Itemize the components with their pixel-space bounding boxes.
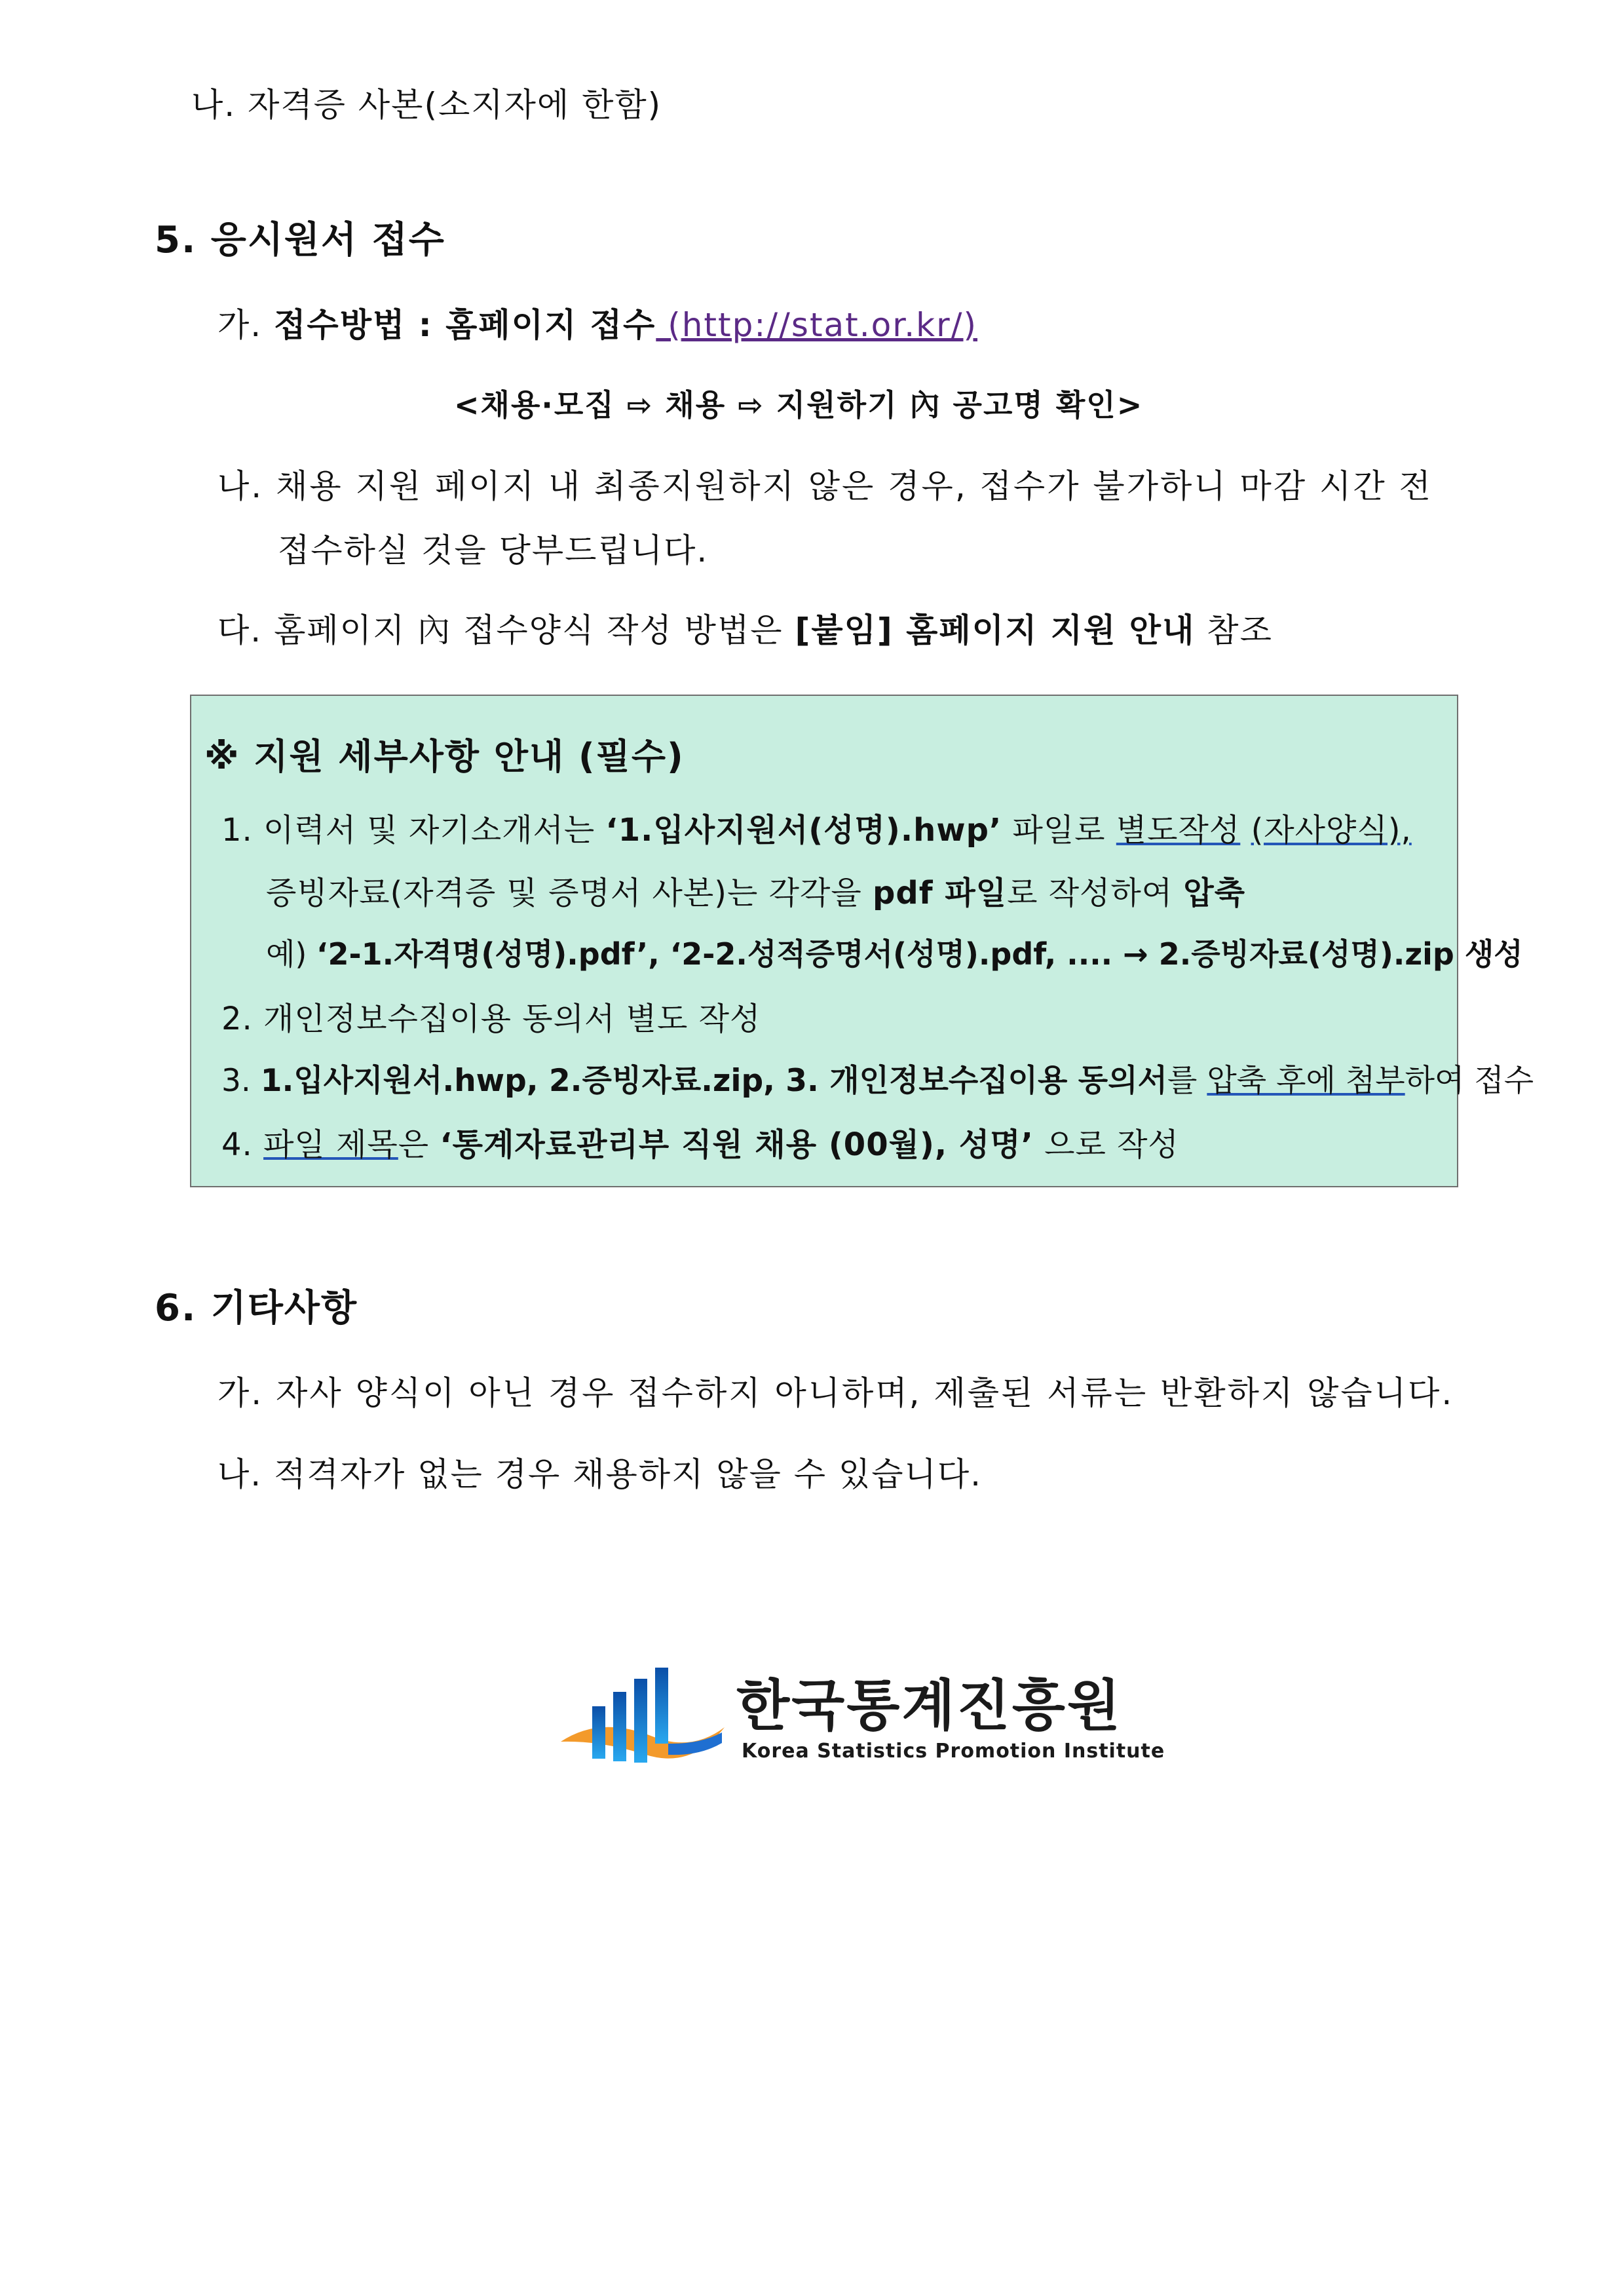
- sec5-item-ga: [217, 299, 977, 346]
- sec4-item-na: 나. 자격증 사본(소지자에 한함): [191, 86, 662, 124]
- notice-i1-b: ‘1.입사지원서(성명).hwp’: [605, 812, 1002, 849]
- notice-i1-f: (자사양식),: [1251, 812, 1412, 849]
- homepage-link[interactable]: http://stat.or.kr/: [681, 306, 964, 344]
- notice-i4-c: 은: [398, 1126, 440, 1163]
- notice-i1-l2-b: pdf 파일: [873, 875, 1008, 911]
- sec5-da-prefix: 다. 홈페이지 內 접수양식 작성 방법은: [217, 611, 795, 649]
- notice-i1-l2-d: 압축: [1183, 875, 1246, 911]
- logo-name-english: Korea Statistics Promotion Institute: [742, 1740, 1165, 1763]
- sec6-item-ga: 가. 자사 양식이 아닌 경우 접수하지 아니하며, 제출된 서류는 반환하지 않습니다.: [217, 1374, 1454, 1412]
- sec5-da-bold: [붙임] 홈페이지 지원 안내: [795, 611, 1196, 649]
- notice-i4-e: 으로 작성: [1033, 1126, 1179, 1163]
- notice-i1-l2-a: 증빙자료(자격증 및 증명서 사본)는 각각을: [266, 875, 873, 911]
- application-path: <채용·모집 ⇨ 채용 ⇨ 지원하기 內 공고명 확인>: [454, 387, 1144, 423]
- sec5-da-suffix: 참조: [1195, 611, 1273, 649]
- sec5-ga-bold: 접수방법 : 홈페이지 접수: [274, 306, 656, 344]
- notice-item-2: 2. 개인정보수집이용 동의서 별도 작성: [221, 1001, 761, 1037]
- sec5-ga-link-open: (: [656, 306, 682, 344]
- sec5-ga-link-close: ): [963, 306, 978, 344]
- institute-logo: [554, 1664, 1165, 1782]
- notice-i1-l3-b: ‘2-1.자격명(성명).pdf’, ‘2-2.성적증명서(성명).pdf, .... → 2.증빙자료(성명).zip 생성: [316, 936, 1523, 972]
- notice-i1-c: 파일로: [1002, 812, 1116, 849]
- sec5-item-na-line2: 접수하실 것을 당부드립니다.: [278, 531, 709, 569]
- logo-bars-icon: [554, 1664, 725, 1782]
- notice-i3-b: 1.입사지원서.hwp, 2.증빙자료.zip, 3. 개인정보수집이용 동의서: [260, 1063, 1168, 1099]
- notice-title: ※ 지원 세부사항 안내 (필수): [204, 736, 685, 777]
- notice-i3-d: 압축 후에 첨부: [1207, 1063, 1405, 1099]
- sec5-ga-prefix: 가.: [217, 306, 274, 344]
- notice-i1-a: 1. 이력서 및 자기소개서는: [221, 812, 606, 849]
- notice-item-1-line3: [266, 930, 1523, 974]
- section-6-title: 6. 기타사항: [155, 1287, 358, 1330]
- notice-item-1-line1: [221, 805, 1412, 850]
- notice-i1-e: [1240, 812, 1251, 849]
- sec6-item-na: 나. 적격자가 없는 경우 채용하지 않을 수 있습니다.: [217, 1455, 983, 1493]
- notice-item-4: [221, 1119, 1179, 1164]
- notice-box: [190, 695, 1534, 1187]
- notice-i4-d: ‘통계자료관리부 직원 채용 (00월), 성명’: [440, 1126, 1034, 1163]
- notice-i3-a: 3.: [221, 1063, 261, 1099]
- logo-name-korean: 한국통계진흥원: [736, 1674, 1123, 1738]
- notice-item-3: [221, 1056, 1534, 1100]
- notice-i1-d: 별도작성: [1116, 812, 1241, 849]
- notice-i3-c: 를: [1167, 1063, 1207, 1099]
- sec5-item-da: [217, 604, 1273, 651]
- notice-i3-e: 하여 접수: [1405, 1063, 1534, 1099]
- notice-i4-b: 파일 제목: [263, 1126, 398, 1163]
- notice-i1-l3-a: 예): [266, 936, 317, 972]
- notice-i4-a: 4.: [221, 1126, 264, 1163]
- notice-i1-l2-c: 로 작성하여: [1007, 875, 1184, 911]
- section-5-title: 5. 응시원서 접수: [155, 219, 445, 261]
- notice-item-1-line2: [266, 868, 1245, 913]
- sec5-item-na-line1: 나. 채용 지원 페이지 내 최종지원하지 않은 경우, 접수가 불가하니 마감 시간 전: [217, 467, 1433, 505]
